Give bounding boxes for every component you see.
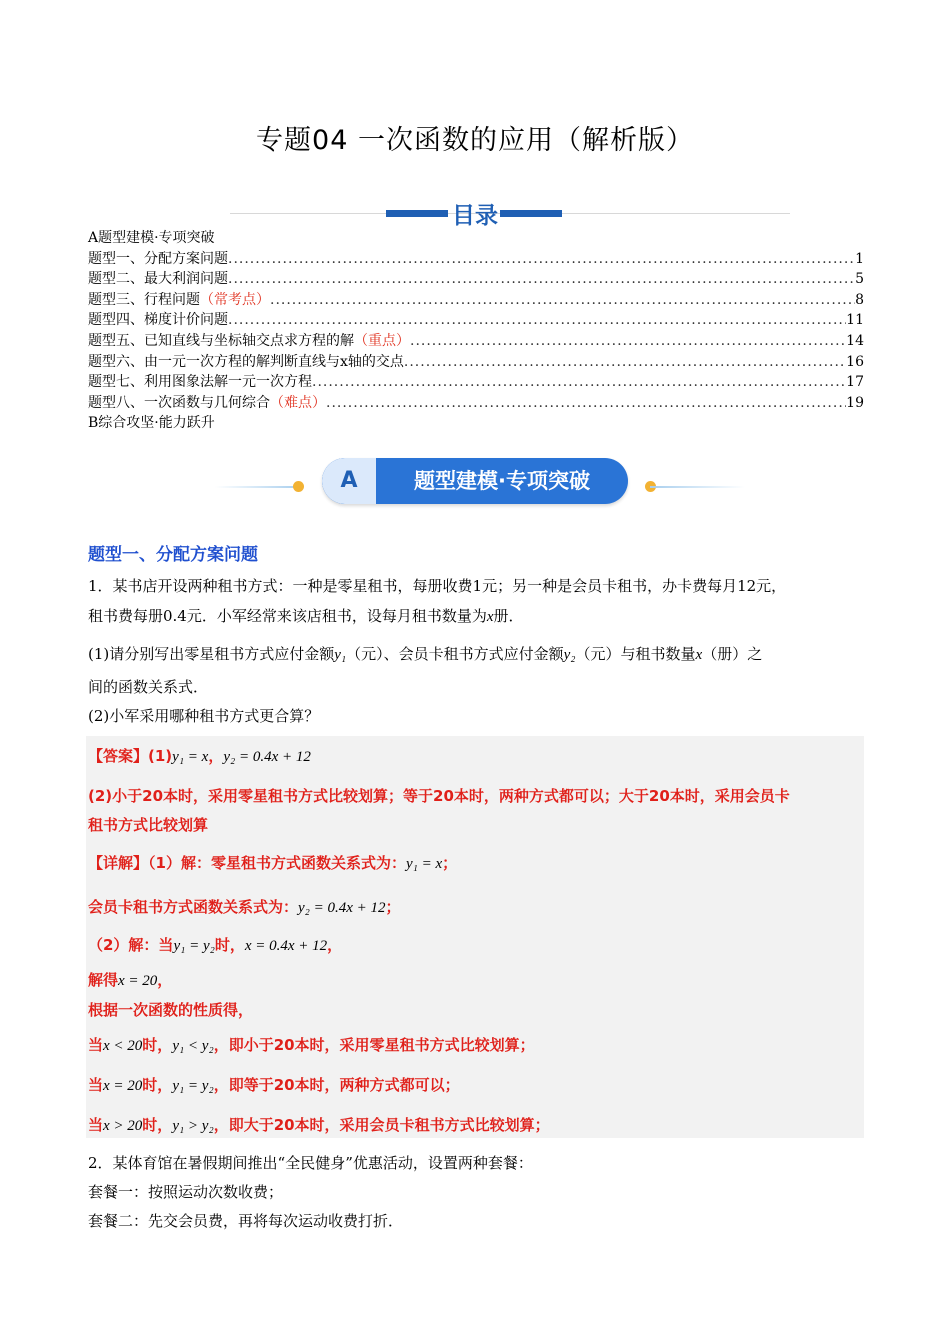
detail-line2: 会员卡租书方式函数关系式为：y₂ = 0.4x + 12； [88, 898, 401, 916]
toc-item[interactable]: 题型二、最大利润问题 ..... 5 [88, 269, 864, 290]
toc-item[interactable]: 题型六、由一元一次方程的解判断直线与x轴的交点 ..... 16 [88, 352, 864, 373]
toc-item[interactable]: 题型八、一次函数与几何综合 （难点） ..... 19 [88, 393, 864, 414]
detail-case3: 当x > 20时，y₁ > y₂，即大于20本时，采用会员卡租书方式比较划算； [88, 1116, 550, 1134]
toc-section-a[interactable]: A题型建模·专项突破 [88, 230, 215, 246]
q1-line1: 1．某书店开设两种租书方式：一种是零星租书，每册收费1元；另一种是会员卡租书，办卡费每月12元， [88, 577, 787, 595]
banner-letter: A [322, 458, 376, 504]
section-banner [322, 458, 628, 504]
toc-item[interactable]: 题型三、行程问题 （常考点） ..... 8 [88, 290, 864, 311]
q1-part2: (2)小军采用哪种租书方式更合算？ [88, 707, 320, 725]
banner-text: 题型建模·专项突破 [414, 469, 590, 493]
toc-section-b[interactable]: B综合攻坚·能力跃升 [88, 415, 215, 432]
toc-item[interactable]: 题型一、分配方案问题 ..... 1 [88, 249, 864, 270]
answer-line1: 【答案】(1)y₁ = x，y₂ = 0.4x + 12 [88, 747, 311, 765]
detail-line4: 解得x = 20， [88, 971, 173, 989]
banner-line-left [215, 486, 300, 488]
section-heading: 题型一、分配方案问题 [88, 545, 258, 565]
toc-bar-left [386, 210, 448, 217]
answer-line3: 租书方式比较划算 [88, 816, 209, 834]
detail-line5: 根据一次函数的性质得， [88, 1001, 254, 1019]
q1-part1: (1)请分别写出零星租书方式应付金额y₁（元）、会员卡租书方式应付金额y₂（元）与租书数量x（册）之 [88, 645, 763, 663]
toc-heading: 目录 [452, 203, 498, 229]
toc-item[interactable]: 题型四、梯度计价问题 ..... 11 [88, 310, 864, 331]
document-title: 专题04 一次函数的应用（解析版） [256, 125, 694, 156]
q2-line3: 套餐二：先交会员费，再将每次运动收费打折． [88, 1212, 404, 1230]
detail-line1: 【详解】（1）解：零星租书方式函数关系式为：y₁ = x； [88, 854, 458, 872]
q1-line4: 间的函数关系式． [88, 678, 209, 696]
banner-dot-left [293, 481, 304, 492]
q1-line2: 租书费每册0.4元．小军经常来该店租书，设每月租书数量为x册． [88, 607, 524, 625]
q2-line2: 套餐一：按照运动次数收费； [88, 1183, 284, 1201]
table-of-contents [88, 228, 864, 434]
banner-line-right [650, 486, 745, 488]
toc-item[interactable]: 题型五、已知直线与坐标轴交点求方程的解 （重点） ..... 14 [88, 331, 864, 352]
toc-item[interactable]: 题型七、利用图象法解一元一次方程 ..... 17 [88, 372, 864, 393]
q2-line1: 2．某体育馆在暑假期间推出“全民健身”优惠活动，设置两种套餐： [88, 1154, 533, 1172]
detail-line3: （2）解：当y₁ = y₂时，x = 0.4x + 12， [88, 936, 343, 954]
answer-line2: (2)小于20本时，采用零星租书方式比较划算；等于20本时，两种方式都可以；大于20本时，采用会员卡 [88, 787, 790, 805]
detail-case1: 当x < 20时，y₁ < y₂，即小于20本时，采用零星租书方式比较划算； [88, 1036, 535, 1054]
detail-case2: 当x = 20时，y₁ = y₂，即等于20本时，两种方式都可以； [88, 1076, 460, 1094]
